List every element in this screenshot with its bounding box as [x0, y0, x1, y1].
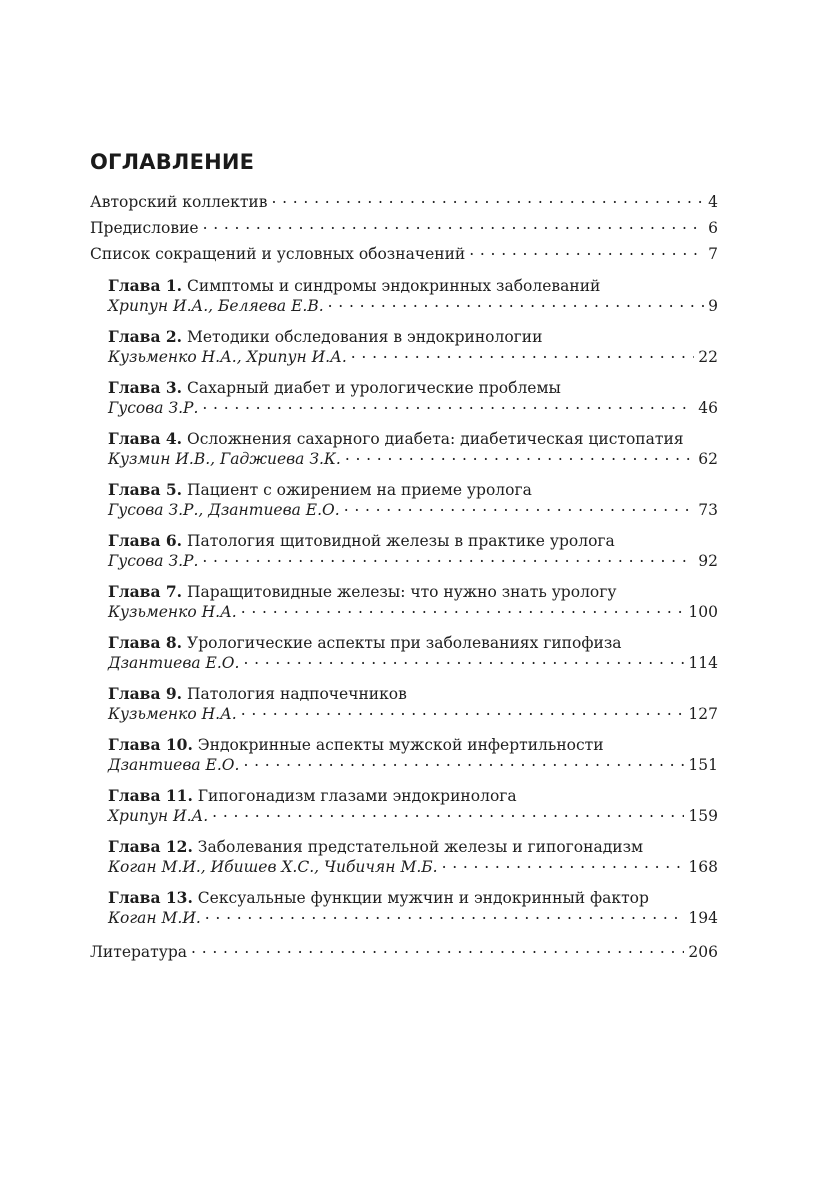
chapter-authors: Коган М.И., Ибишев Х.С., Чибичян М.Б. — [108, 858, 438, 876]
chapter-label: Глава 2. — [108, 327, 183, 346]
dot-leader — [243, 756, 684, 770]
chapter-title-line — [108, 837, 718, 857]
toc-page-number: 206 — [688, 943, 718, 961]
toc-page-number: 22 — [698, 348, 718, 366]
chapter-title: Заболевания предстательной железы и гипогонадизм — [197, 838, 644, 856]
chapter-label: Глава 10. — [108, 735, 193, 754]
chapter-title: Патология щитовидной железы в практике уролога — [187, 532, 615, 550]
chapter-authors-line — [108, 602, 718, 622]
toc-entry-label: Авторский коллектив — [90, 193, 268, 211]
chapter-title-line — [108, 684, 718, 704]
toc-page-number: 62 — [698, 450, 718, 468]
chapter-title: Пациент с ожирением на приеме уролога — [187, 481, 532, 499]
toc-page-number: 159 — [688, 807, 718, 825]
dot-leader — [191, 943, 684, 957]
toc-chapter-entry[interactable] — [108, 837, 718, 877]
toc-page-number: 168 — [688, 858, 718, 876]
toc-page-number: 114 — [688, 654, 718, 672]
toc-top-items — [90, 192, 718, 264]
dot-leader — [345, 450, 694, 464]
toc-page-number: 9 — [708, 297, 718, 315]
chapter-title: Патология надпочечников — [187, 685, 407, 703]
dot-leader — [202, 399, 694, 413]
dot-leader — [442, 858, 685, 872]
chapter-authors: Кузьменко Н.А., Хрипун И.А. — [108, 348, 347, 366]
chapter-label: Глава 8. — [108, 633, 183, 652]
toc-page-number: 6 — [708, 219, 718, 237]
dot-leader — [202, 552, 694, 566]
chapter-title-line — [108, 480, 718, 500]
chapter-authors-line — [108, 857, 718, 877]
toc-title: ОГЛАВЛЕНИЕ — [90, 150, 255, 174]
chapter-title: Осложнения сахарного диабета: диабетическая цистопатия — [187, 430, 684, 448]
toc-entry-references[interactable] — [90, 942, 718, 962]
toc-page-number: 73 — [698, 501, 718, 519]
chapter-title-line — [108, 888, 718, 908]
chapter-label: Глава 4. — [108, 429, 183, 448]
chapter-label: Глава 1. — [108, 276, 183, 295]
chapter-label: Глава 9. — [108, 684, 183, 703]
chapter-title: Гипогонадизм глазами эндокринолога — [197, 787, 517, 805]
chapter-authors-line — [108, 755, 718, 775]
chapter-authors-line — [108, 704, 718, 724]
toc-chapter-entry[interactable] — [108, 429, 718, 469]
toc-entry-abbreviations[interactable] — [90, 244, 718, 264]
dot-leader — [351, 348, 695, 362]
chapter-authors: Кузьменко Н.А. — [108, 705, 237, 723]
dot-leader — [205, 909, 685, 923]
chapter-authors: Гусова З.Р., Дзантиева Е.О. — [108, 501, 340, 519]
chapter-label: Глава 3. — [108, 378, 183, 397]
toc-entry-authors-team[interactable] — [90, 192, 718, 212]
chapter-authors: Кузмин И.В., Гаджиева З.К. — [108, 450, 341, 468]
chapter-label: Глава 7. — [108, 582, 183, 601]
chapter-title: Симптомы и синдромы эндокринных заболеваний — [187, 277, 601, 295]
chapter-authors: Хрипун И.А. — [108, 807, 209, 825]
toc-entry-label: Список сокращений и условных обозначений — [90, 245, 466, 263]
toc-entry-label: Литература — [90, 943, 188, 961]
toc-page-number: 46 — [698, 399, 718, 417]
toc-chapter-entry[interactable] — [108, 786, 718, 826]
toc-entry-label: Предисловие — [90, 219, 199, 237]
toc-chapter-entry[interactable] — [108, 735, 718, 775]
chapter-title-line — [108, 786, 718, 806]
chapter-title-line — [108, 429, 718, 449]
toc-chapter-entry[interactable] — [108, 276, 718, 316]
chapter-authors-line — [108, 449, 718, 469]
toc-entry-preface[interactable] — [90, 218, 718, 238]
dot-leader — [212, 807, 684, 821]
dot-leader — [328, 297, 704, 311]
chapter-title-line — [108, 531, 718, 551]
chapter-authors-line — [108, 296, 718, 316]
chapter-title-line — [108, 327, 718, 347]
chapter-title: Сексуальные функции мужчин и эндокринный фактор — [197, 889, 649, 907]
chapter-authors: Гусова З.Р. — [108, 399, 199, 417]
chapter-authors-line — [108, 551, 718, 571]
toc-chapter-entry[interactable] — [108, 888, 718, 928]
toc-chapter-entry[interactable] — [108, 684, 718, 724]
dot-leader — [271, 193, 704, 207]
chapter-label: Глава 13. — [108, 888, 193, 907]
chapter-authors: Хрипун И.А., Беляева Е.В. — [108, 297, 324, 315]
toc-page-number: 151 — [688, 756, 718, 774]
chapter-label: Глава 11. — [108, 786, 193, 805]
dot-leader — [344, 501, 695, 515]
chapter-label: Глава 5. — [108, 480, 183, 499]
chapter-authors: Гусова З.Р. — [108, 552, 199, 570]
chapter-authors-line — [108, 500, 718, 520]
dot-leader — [203, 219, 705, 233]
chapter-title: Эндокринные аспекты мужской инфертильности — [197, 736, 604, 754]
dot-leader — [241, 705, 685, 719]
chapter-label: Глава 12. — [108, 837, 193, 856]
chapter-authors-line — [108, 398, 718, 418]
toc-chapter-entry[interactable] — [108, 480, 718, 520]
toc-chapter-entry[interactable] — [108, 378, 718, 418]
toc-bottom-items — [90, 942, 718, 962]
chapter-authors-line — [108, 653, 718, 673]
toc-page-number: 4 — [708, 193, 718, 211]
chapter-title: Сахарный диабет и урологические проблемы — [187, 379, 561, 397]
chapter-title-line — [108, 735, 718, 755]
chapter-title: Паращитовидные железы: что нужно знать урологу — [187, 583, 617, 601]
chapter-authors: Кузьменко Н.А. — [108, 603, 237, 621]
chapter-authors-line — [108, 806, 718, 826]
toc-page-number: 100 — [688, 603, 718, 621]
toc-chapter-entry[interactable] — [108, 633, 718, 673]
toc-chapter-entry[interactable] — [108, 327, 718, 367]
chapter-label: Глава 6. — [108, 531, 183, 550]
dot-leader — [241, 603, 685, 617]
dot-leader — [243, 654, 684, 668]
toc-chapter-entry[interactable] — [108, 531, 718, 571]
chapter-authors: Коган М.И. — [108, 909, 201, 927]
chapter-authors-line — [108, 347, 718, 367]
chapter-title: Методики обследования в эндокринологии — [187, 328, 543, 346]
toc-page-number: 194 — [688, 909, 718, 927]
chapter-title-line — [108, 582, 718, 602]
table-of-contents — [90, 150, 718, 968]
chapter-authors: Дзантиева Е.О. — [108, 654, 240, 672]
chapter-title-line — [108, 378, 718, 398]
chapter-title-line — [108, 276, 718, 296]
toc-page-number: 92 — [698, 552, 718, 570]
toc-page-number: 7 — [708, 245, 718, 263]
toc-chapters — [90, 276, 718, 928]
chapter-title: Урологические аспекты при заболеваниях гипофиза — [187, 634, 622, 652]
toc-chapter-entry[interactable] — [108, 582, 718, 622]
chapter-authors: Дзантиева Е.О. — [108, 756, 240, 774]
chapter-title-line — [108, 633, 718, 653]
chapter-authors-line — [108, 908, 718, 928]
toc-page-number: 127 — [688, 705, 718, 723]
dot-leader — [469, 245, 704, 259]
